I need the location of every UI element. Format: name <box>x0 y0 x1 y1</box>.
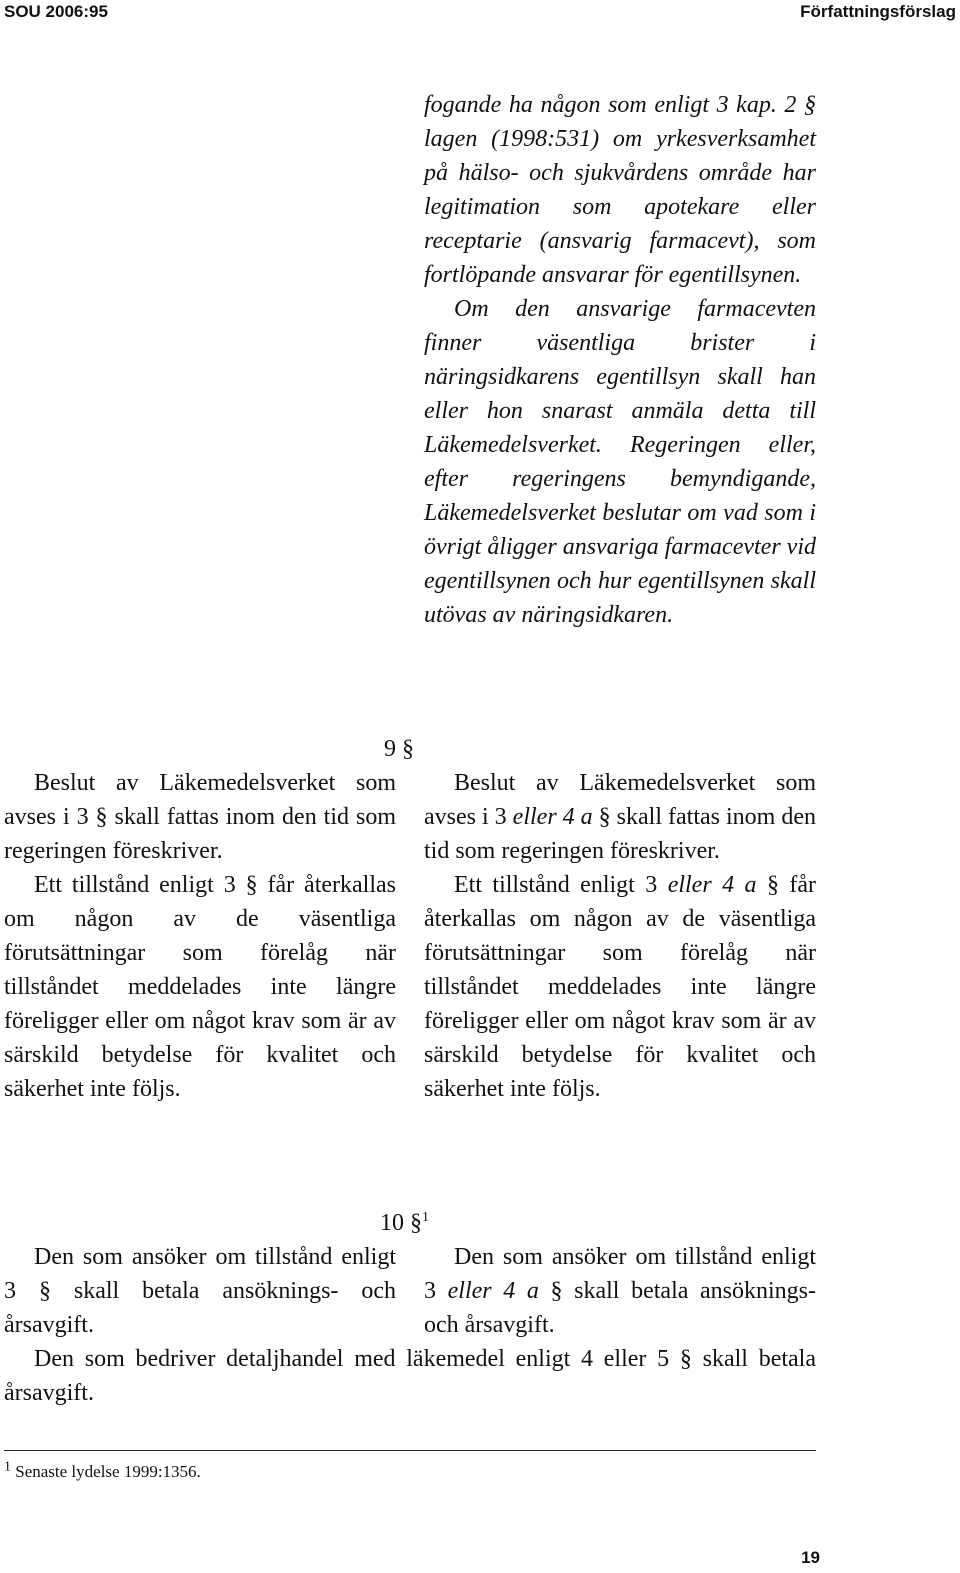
text-span: Ett tillstånd enligt 3 <box>454 872 668 898</box>
amendment-text: eller 4 a <box>667 872 757 898</box>
header-section-title: Författningsförslag <box>800 2 956 21</box>
paragraph: Den som ansöker om tillstånd enligt 3 § skall betala ansöknings- och årsavgift. <box>4 1244 396 1338</box>
amendment-text: eller 4 a <box>447 1278 539 1304</box>
footnote-text: Senaste lydelse 1999:1356. <box>11 1462 201 1481</box>
footnote-reference: 1 <box>422 1210 429 1225</box>
amendment-text: eller 4 a <box>512 804 593 830</box>
paragraph <box>424 766 816 868</box>
current-wording-column <box>4 1240 396 1342</box>
proposed-wording-column <box>424 766 816 1106</box>
text-span: Beslut av Läkemedelsverket som avses i 3 <box>424 770 816 830</box>
text-span: Den som ansöker om tillstånd enligt 3 <box>424 1244 816 1304</box>
continued-text-block <box>424 88 816 632</box>
section-number-text: 10 § <box>380 1210 422 1236</box>
paragraph: Ett tillstånd enligt 3 § får återkallas om någon av de väsentliga förutsättningar som förelåg när tillståndet meddelades inte längre föreligger eller om något krav som är av särskild betydelse för kvalitet och säkerhet inte följs. <box>4 872 396 1102</box>
footnote-mark: 1 <box>4 1459 11 1475</box>
current-wording-column <box>4 766 396 1106</box>
common-wording-block <box>4 1342 816 1410</box>
paragraph: Den som bedriver detaljhandel med läkemedel enligt 4 eller 5 § skall betala årsavgift. <box>4 1346 816 1406</box>
text-span: § skall betala ansöknings- och årsavgift. <box>424 1278 817 1338</box>
text-span: § får återkallas om någon av de väsentliga förutsättningar som förelåg när tillståndet meddelades inte längre föreligger eller om något krav som är av särskild betydelse för kvalitet och säkerhet inte följs. <box>424 872 816 1102</box>
paragraph: Beslut av Läkemedelsverket som avses i 3 § skall fattas inom den tid som regeringen föreskriver. <box>4 770 396 864</box>
page-number: 19 <box>801 1548 820 1567</box>
section-number <box>380 1206 429 1240</box>
text-span: § skall fattas inom den tid som regeringen föreskriver. <box>424 804 816 864</box>
section-number: 9 § <box>384 736 414 762</box>
header-document-id: SOU 2006:95 <box>4 2 108 21</box>
footnote-divider <box>4 1450 816 1451</box>
paragraph <box>424 1240 816 1342</box>
paragraph: fogande ha någon som enligt 3 kap. 2 § lagen (1998:531) om yrkesverksamhet på hälso- och sjukvårdens område har legitimation som apotekare eller receptarie (ansvarig farmacevt), som fortlöpande ansvarar för egentillsynen. <box>424 92 816 288</box>
paragraph <box>424 868 816 1106</box>
footnote <box>4 1459 201 1482</box>
paragraph: Om den ansvarige farmacevten finner väsentliga brister i näringsidkarens egentillsyn skall han eller hon snarast anmäla detta till Läkemedelsverket. Regeringen eller, efter regeringens bemyndigande, Läkemedelsverket beslutar om vad som i övrigt åligger ansvariga farmacevter vid egentillsynen och hur egentillsynen skall utövas av näringsidkaren. <box>424 296 816 628</box>
proposed-wording-column <box>424 1240 816 1342</box>
